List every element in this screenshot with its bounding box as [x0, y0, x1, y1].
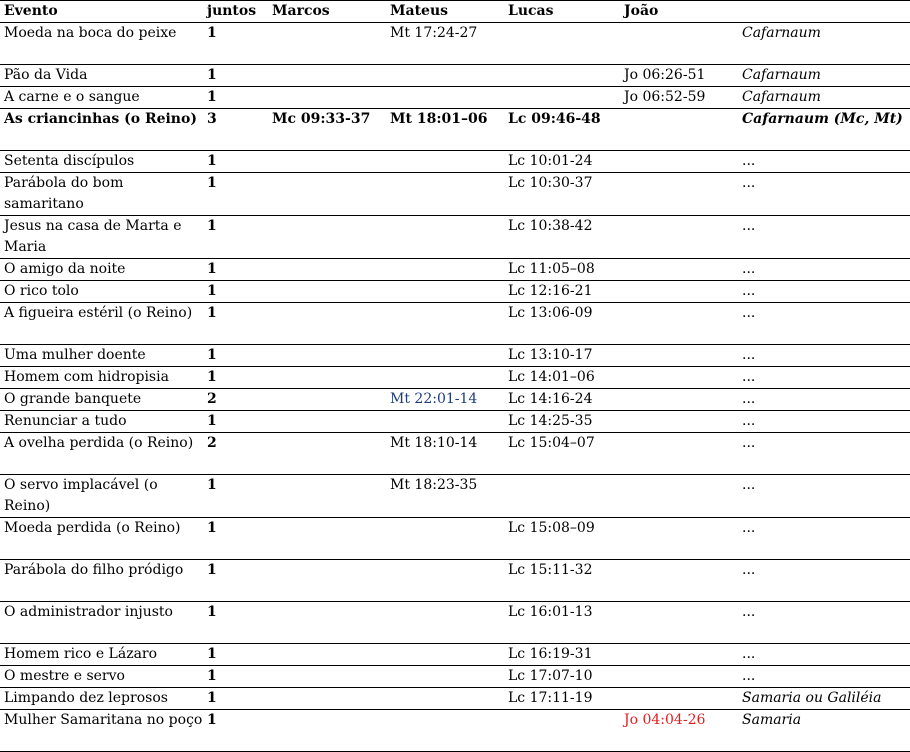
cell-evento: A ovelha perdida (o Reino) — [4, 435, 194, 451]
cell-juntos: 1 — [207, 218, 217, 234]
cell-marcos — [268, 281, 386, 303]
table-row — [0, 411, 910, 433]
cell-mateus — [386, 216, 504, 259]
cell-lucas: Lc 15:04–07 — [508, 435, 595, 451]
cell-marcos — [268, 173, 386, 216]
cell-local: ... — [742, 477, 756, 493]
table-row — [0, 367, 910, 389]
cell-juntos: 1 — [207, 520, 217, 536]
cell-juntos: 1 — [207, 89, 217, 105]
cell-evento: Mulher Samaritana no poço — [4, 712, 203, 728]
table-row — [0, 666, 910, 688]
cell-local: Cafarnaum — [742, 89, 821, 105]
cell-lucas: Lc 12:16-21 — [508, 283, 593, 299]
cell-local: Cafarnaum — [742, 67, 821, 83]
cell-joao — [620, 389, 738, 411]
cell-local: ... — [742, 283, 756, 299]
cell-mateus — [386, 87, 504, 109]
cell-evento: Pão da Vida — [4, 67, 88, 83]
cell-joao — [620, 345, 738, 367]
cell-evento: Parábola do filho pródigo — [4, 562, 184, 578]
cell-evento: Limpando dez leprosos — [4, 690, 168, 706]
cell-lucas — [504, 23, 620, 65]
cell-mateus — [386, 65, 504, 87]
cell-juntos: 1 — [207, 25, 217, 41]
cell-juntos: 1 — [207, 690, 217, 706]
cell-juntos: 1 — [207, 712, 217, 728]
table-row — [0, 644, 910, 666]
cell-local: ... — [742, 413, 756, 429]
cell-evento: O administrador injusto — [4, 604, 173, 620]
table-row — [0, 518, 910, 560]
cell-joao — [620, 602, 738, 644]
cell-juntos: 1 — [207, 67, 217, 83]
cell-marcos — [268, 87, 386, 109]
cell-juntos: 1 — [207, 153, 217, 169]
cell-local: ... — [742, 562, 756, 578]
cell-mateus — [386, 560, 504, 602]
cell-mateus — [386, 173, 504, 216]
cell-local: ... — [742, 347, 756, 363]
cell-lucas — [504, 710, 620, 752]
cell-evento: Jesus na casa de Marta e Maria — [4, 218, 182, 255]
cell-evento: Homem com hidropisia — [4, 369, 169, 385]
cell-joao: Jo 06:52-59 — [624, 89, 706, 105]
cell-juntos: 1 — [207, 283, 217, 299]
cell-marcos — [268, 560, 386, 602]
table-row — [0, 688, 910, 710]
cell-mateus — [386, 710, 504, 752]
cell-evento: Homem rico e Lázaro — [4, 646, 158, 662]
cell-joao — [620, 688, 738, 710]
table-row — [0, 602, 910, 644]
cell-local: ... — [742, 668, 756, 684]
cell-juntos: 1 — [207, 477, 217, 493]
cell-evento: O servo implacável (o Reino) — [4, 477, 158, 514]
cell-juntos: 1 — [207, 305, 217, 321]
table-row — [0, 560, 910, 602]
cell-joao — [620, 411, 738, 433]
cell-joao — [620, 151, 738, 173]
cell-evento: O grande banquete — [4, 391, 142, 407]
cell-joao — [620, 303, 738, 345]
cell-local: ... — [742, 435, 756, 451]
cell-juntos: 3 — [207, 111, 217, 127]
cell-evento: Renunciar a tudo — [4, 413, 127, 429]
cell-marcos — [268, 345, 386, 367]
cell-joao — [620, 281, 738, 303]
header-marcos: Marcos — [272, 3, 330, 19]
cell-mateus: Mt 18:23-35 — [390, 477, 478, 493]
cell-juntos: 2 — [207, 435, 217, 451]
cell-evento: As criancinhas (o Reino) — [4, 111, 197, 127]
cell-local: Samaria ou Galiléia — [742, 690, 882, 706]
header-joao: João — [624, 3, 659, 19]
cell-mateus — [386, 666, 504, 688]
cell-local: Cafarnaum (Mc, Mt) — [742, 111, 903, 127]
cell-lucas: Lc 10:38-42 — [508, 218, 593, 234]
cell-lucas: Lc 09:46-48 — [508, 111, 601, 127]
cell-lucas: Lc 10:30-37 — [508, 175, 593, 191]
cell-lucas: Lc 11:05–08 — [508, 261, 595, 277]
cell-juntos: 1 — [207, 413, 217, 429]
cell-marcos — [268, 367, 386, 389]
cell-marcos — [268, 433, 386, 475]
header-evento: Evento — [4, 3, 58, 19]
cell-local: ... — [742, 604, 756, 620]
table-row — [0, 109, 910, 151]
header-row — [0, 1, 910, 23]
cell-lucas: Lc 14:25-35 — [508, 413, 593, 429]
table-row — [0, 173, 910, 216]
cell-lucas: Lc 14:01–06 — [508, 369, 595, 385]
cell-marcos — [268, 151, 386, 173]
cell-local: Cafarnaum — [742, 25, 821, 41]
cell-evento: Uma mulher doente — [4, 347, 146, 363]
cell-mateus — [386, 345, 504, 367]
cell-mateus — [386, 411, 504, 433]
cell-joao — [620, 109, 738, 151]
cell-mateus — [386, 688, 504, 710]
cell-juntos: 2 — [207, 391, 217, 407]
cell-marcos — [268, 259, 386, 281]
header-local — [738, 1, 910, 23]
cell-lucas: Lc 17:07-10 — [508, 668, 593, 684]
cell-mateus: Mt 18:10-14 — [390, 435, 478, 451]
cell-joao — [620, 560, 738, 602]
cell-marcos — [268, 411, 386, 433]
cell-evento: Moeda perdida (o Reino) — [4, 520, 181, 536]
cell-juntos: 1 — [207, 261, 217, 277]
cell-marcos: Mc 09:33-37 — [272, 111, 371, 127]
cell-local: ... — [742, 369, 756, 385]
cell-marcos — [268, 666, 386, 688]
cell-joao — [620, 518, 738, 560]
cell-joao — [620, 666, 738, 688]
table-row — [0, 389, 910, 411]
cell-lucas: Lc 16:19-31 — [508, 646, 593, 662]
cell-juntos: 1 — [207, 562, 217, 578]
cell-marcos — [268, 475, 386, 518]
cell-mateus: Mt 17:24-27 — [390, 25, 478, 41]
cell-mateus — [386, 151, 504, 173]
cell-local: ... — [742, 391, 756, 407]
table-row — [0, 433, 910, 475]
cell-mateus — [386, 303, 504, 345]
cell-marcos — [268, 23, 386, 65]
cell-local: ... — [742, 153, 756, 169]
cell-local: ... — [742, 175, 756, 191]
cell-marcos — [268, 518, 386, 560]
table-row — [0, 87, 910, 109]
cell-joao — [620, 216, 738, 259]
table-row — [0, 65, 910, 87]
cell-lucas: Lc 15:11-32 — [508, 562, 593, 578]
cell-lucas: Lc 15:08–09 — [508, 520, 595, 536]
table-row — [0, 281, 910, 303]
cell-local: ... — [742, 218, 756, 234]
cell-evento: Setenta discípulos — [4, 153, 135, 169]
table-row — [0, 151, 910, 173]
cell-mateus — [386, 281, 504, 303]
table-row — [0, 259, 910, 281]
cell-evento: Moeda na boca do peixe — [4, 25, 177, 41]
cell-mateus — [386, 518, 504, 560]
cell-lucas — [504, 475, 620, 518]
cell-joao: Jo 06:26-51 — [624, 67, 706, 83]
cell-lucas: Lc 17:11-19 — [508, 690, 593, 706]
cell-lucas: Lc 13:06-09 — [508, 305, 593, 321]
cell-local: ... — [742, 520, 756, 536]
cell-joao — [620, 173, 738, 216]
cell-lucas: Lc 10:01-24 — [508, 153, 593, 169]
cell-lucas — [504, 87, 620, 109]
cell-evento: O rico tolo — [4, 283, 79, 299]
table-row — [0, 710, 910, 752]
cell-marcos — [268, 303, 386, 345]
cell-local: ... — [742, 261, 756, 277]
cell-mateus — [386, 602, 504, 644]
header-juntos: juntos — [207, 3, 257, 19]
cell-marcos — [268, 389, 386, 411]
cell-mateus: Mt 18:01–06 — [390, 111, 488, 127]
cell-evento: O mestre e servo — [4, 668, 125, 684]
cell-local: Samaria — [742, 712, 802, 728]
table-row — [0, 303, 910, 345]
cell-juntos: 1 — [207, 604, 217, 620]
table-row — [0, 345, 910, 367]
cell-joao — [620, 367, 738, 389]
cell-joao — [620, 259, 738, 281]
cell-lucas: Lc 16:01-13 — [508, 604, 593, 620]
cell-lucas: Lc 14:16-24 — [508, 391, 593, 407]
cell-local: ... — [742, 646, 756, 662]
cell-evento: Parábola do bom samaritano — [4, 175, 124, 212]
cell-evento: A carne e o sangue — [4, 89, 140, 105]
cell-evento: A figueira estéril (o Reino) — [4, 305, 193, 321]
cell-joao — [620, 475, 738, 518]
cell-marcos — [268, 644, 386, 666]
table-row — [0, 475, 910, 518]
table-row — [0, 216, 910, 259]
cell-juntos: 1 — [207, 347, 217, 363]
header-mateus: Mateus — [390, 3, 449, 19]
cell-marcos — [268, 65, 386, 87]
cell-joao — [620, 23, 738, 65]
cell-lucas: Lc 13:10-17 — [508, 347, 593, 363]
table-row — [0, 23, 910, 65]
cell-marcos — [268, 710, 386, 752]
cell-juntos: 1 — [207, 369, 217, 385]
cell-evento: O amigo da noite — [4, 261, 126, 277]
cell-mateus — [386, 644, 504, 666]
cell-joao — [620, 644, 738, 666]
cell-marcos — [268, 688, 386, 710]
cell-juntos: 1 — [207, 668, 217, 684]
cell-marcos — [268, 602, 386, 644]
header-lucas: Lucas — [508, 3, 554, 19]
cell-mateus: Mt 22:01-14 — [390, 391, 478, 407]
cell-lucas — [504, 65, 620, 87]
cell-local: ... — [742, 305, 756, 321]
cell-joao — [620, 433, 738, 475]
cell-mateus — [386, 367, 504, 389]
cell-juntos: 1 — [207, 175, 217, 191]
cell-juntos: 1 — [207, 646, 217, 662]
cell-mateus — [386, 259, 504, 281]
cell-marcos — [268, 216, 386, 259]
cell-joao: Jo 04:04-26 — [624, 712, 706, 728]
